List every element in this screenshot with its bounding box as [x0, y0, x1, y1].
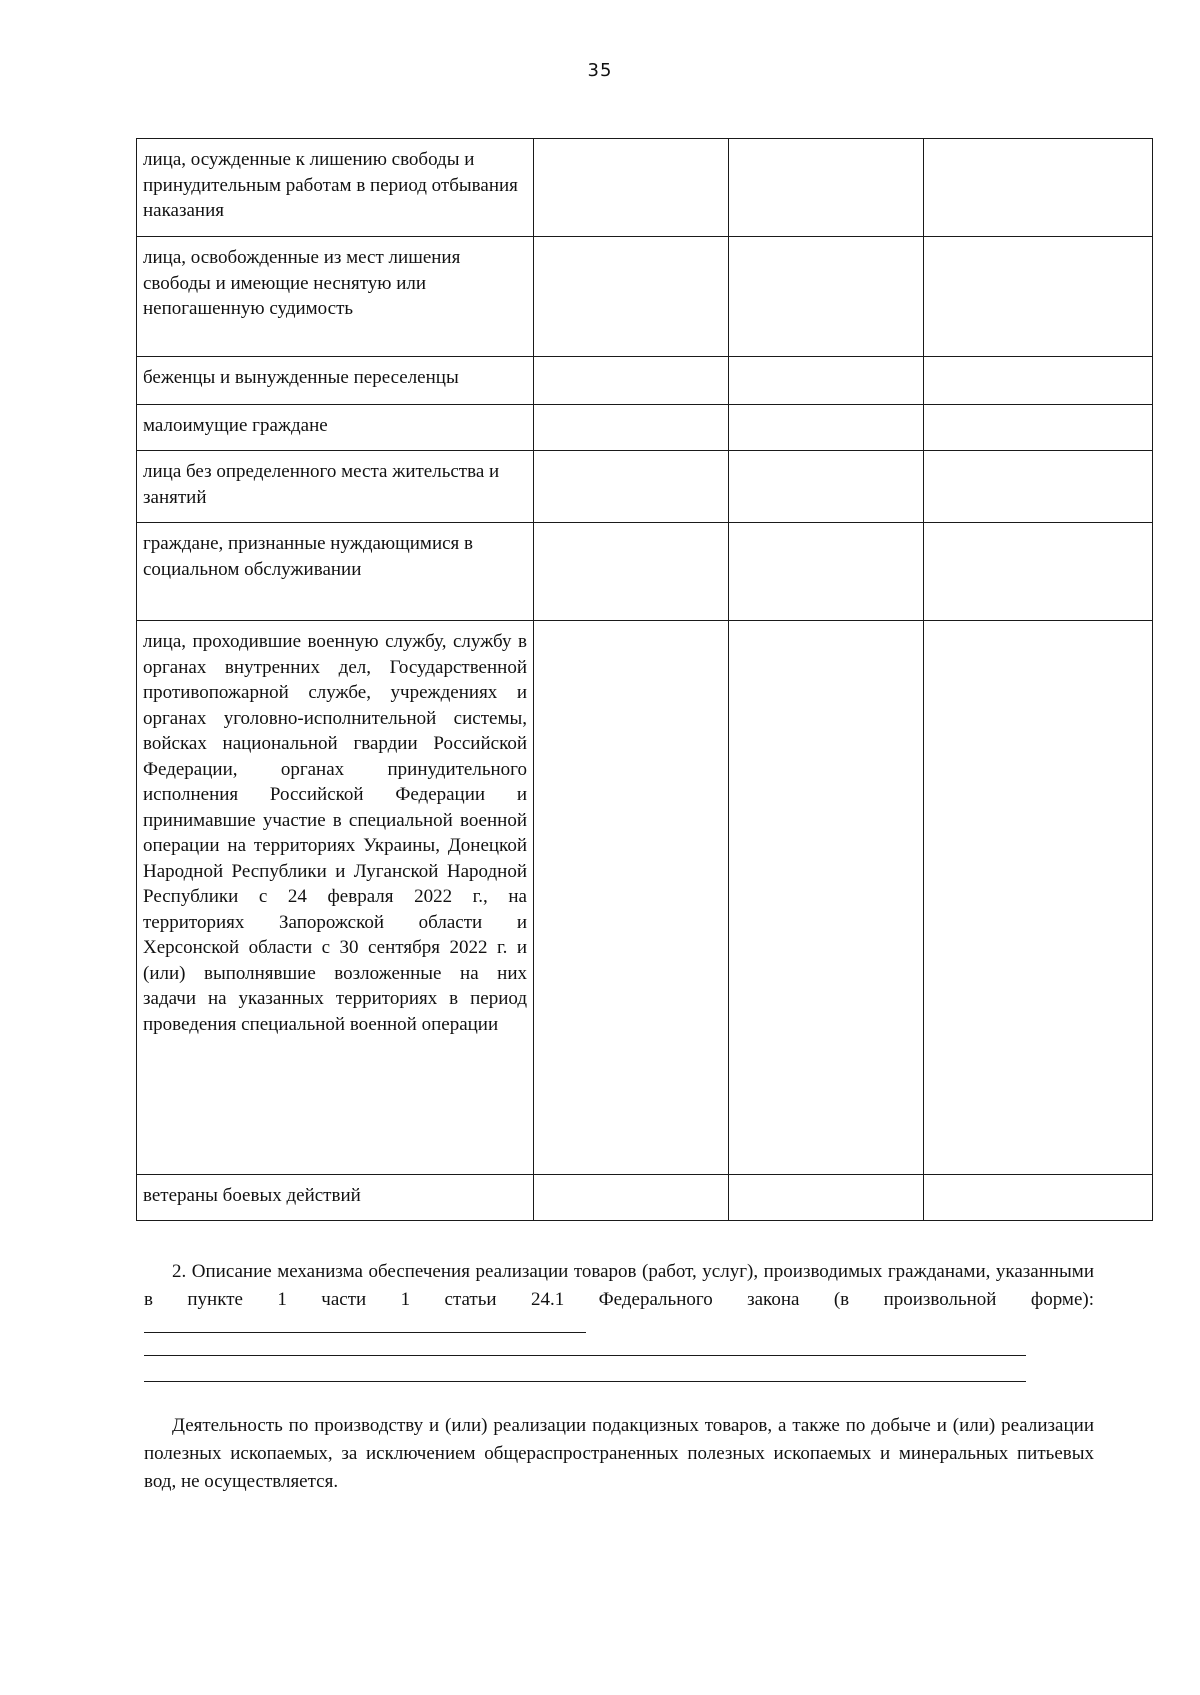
table-cell	[924, 1175, 1153, 1221]
table-cell	[729, 1175, 924, 1221]
table-cell	[924, 621, 1153, 1175]
table-cell	[924, 405, 1153, 451]
table-row	[137, 139, 1153, 237]
table-row	[137, 405, 1153, 451]
category-label: лица без определенного места жительства и занятий	[137, 451, 534, 523]
table-cell	[534, 357, 729, 405]
section-2	[144, 1258, 1094, 1342]
table-row	[137, 357, 1153, 405]
table-cell	[729, 357, 924, 405]
table-cell	[924, 139, 1153, 237]
category-label: лица, проходившие военную службу, службу в органах внутренних дел, Государственной противопожарной службе, учреждениях и органах уголовно-исполнительной системы, войсках национальной гвардии Российской Федерации, органах принудительного исполнения Российской Федерации и принимавшие участие в специальной военной операции на территориях Украины, Донецкой Народной Республики и Луганской Народной Республики с 24 февраля 2022 г., на территориях Запорожской области и Херсонской области с 30 сентября 2022 г. и (или) выполнявшие возложенные на них задачи на указанных территориях в период проведения специальной военной операции	[137, 621, 534, 1175]
table-cell	[534, 139, 729, 237]
category-label: ветераны боевых действий	[137, 1175, 534, 1221]
activity-note	[144, 1412, 1094, 1496]
table-cell	[729, 621, 924, 1175]
table-row	[137, 451, 1153, 523]
table-cell	[534, 237, 729, 357]
table-cell	[729, 523, 924, 621]
answer-line[interactable]	[144, 1381, 1026, 1382]
category-label: лица, осужденные к лишению свободы и принудительным работам в период отбывания наказания	[137, 139, 534, 237]
table-cell	[924, 237, 1153, 357]
table-row	[137, 621, 1153, 1175]
category-label: граждане, признанные нуждающимися в социальном обслуживании	[137, 523, 534, 621]
section-2-text: 2. Описание механизма обеспечения реализации товаров (работ, услуг), производимых гражданами, указанными в пункте 1 части 1 статьи 24.1 Федерального закона (в произвольной форме):	[144, 1261, 1094, 1310]
table-row	[137, 523, 1153, 621]
table-cell	[729, 405, 924, 451]
citizen-categories-table	[136, 138, 1153, 1221]
table-cell	[534, 451, 729, 523]
category-label: беженцы и вынужденные переселенцы	[137, 357, 534, 405]
table-cell	[924, 523, 1153, 621]
answer-line[interactable]	[144, 1355, 1026, 1356]
table-row	[137, 1175, 1153, 1221]
table-cell	[534, 405, 729, 451]
table-row	[137, 237, 1153, 357]
table-cell	[534, 621, 729, 1175]
table-cell	[729, 139, 924, 237]
table-cell	[534, 523, 729, 621]
table-cell	[534, 1175, 729, 1221]
page-number: 35	[587, 60, 613, 81]
answer-line[interactable]	[144, 1314, 586, 1333]
activity-note-text: Деятельность по производству и (или) реализации подакцизных товаров, а также по добыче и (или) реализации полезных ископаемых, за исключением общераспространенных полезных ископаемых и минеральных питьевых вод, не осуществляется.	[144, 1415, 1094, 1492]
category-label: малоимущие граждане	[137, 405, 534, 451]
table-cell	[924, 357, 1153, 405]
table-cell	[729, 451, 924, 523]
table-cell	[729, 237, 924, 357]
category-label: лица, освобожденные из мест лишения свободы и имеющие неснятую или непогашенную судимость	[137, 237, 534, 357]
table-cell	[924, 451, 1153, 523]
